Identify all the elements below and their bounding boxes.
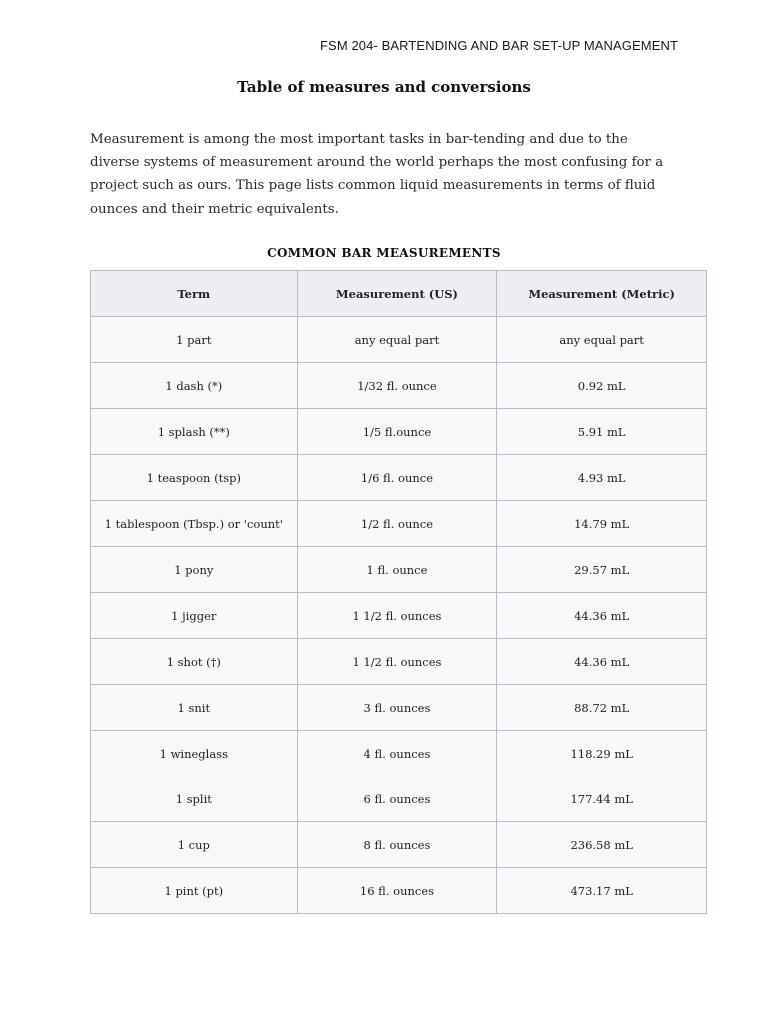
- table-row: [91, 501, 707, 547]
- table-row: [91, 822, 707, 868]
- cell-metric: 29.57 mL: [497, 547, 707, 593]
- cell-us: any equal part: [297, 317, 497, 363]
- cell-metric: 44.36 mL: [497, 593, 707, 639]
- table-row: [91, 776, 707, 822]
- cell-term: 1 splash (**): [91, 409, 298, 455]
- cell-metric: any equal part: [497, 317, 707, 363]
- cell-term: 1 pony: [91, 547, 298, 593]
- cell-term: 1 split: [91, 776, 298, 822]
- cell-term: 1 tablespoon (Tbsp.) or 'count': [91, 501, 298, 547]
- cell-metric: 14.79 mL: [497, 501, 707, 547]
- cell-term: 1 wineglass: [91, 731, 298, 777]
- cell-metric: 118.29 mL: [497, 731, 707, 777]
- cell-term: 1 cup: [91, 822, 298, 868]
- table-row: [91, 868, 707, 914]
- table-header-row: [91, 271, 707, 317]
- cell-metric: 44.36 mL: [497, 639, 707, 685]
- cell-term: 1 jigger: [91, 593, 298, 639]
- cell-metric: 0.92 mL: [497, 363, 707, 409]
- cell-us: 1/2 fl. ounce: [297, 501, 497, 547]
- cell-term: 1 teaspoon (tsp): [91, 455, 298, 501]
- cell-us: 1/6 fl. ounce: [297, 455, 497, 501]
- table-caption: COMMON BAR MEASUREMENTS: [267, 246, 501, 260]
- cell-us: 1/32 fl. ounce: [297, 363, 497, 409]
- cell-term: 1 part: [91, 317, 298, 363]
- table-row: [91, 317, 707, 363]
- table-row: [91, 593, 707, 639]
- cell-us: 8 fl. ounces: [297, 822, 497, 868]
- cell-us: 1 fl. ounce: [297, 547, 497, 593]
- cell-us: 16 fl. ounces: [297, 868, 497, 914]
- table-row: [91, 639, 707, 685]
- intro-paragraph: Measurement is among the most important tasks in bar-tending and due to the diverse systems of measurement around the world perhaps the most confusing for a project such as ours. This page lists common liquid measurements in terms of fluid ounces and their metric equivalents.: [90, 132, 664, 217]
- table-row: [91, 685, 707, 731]
- table-row: [91, 731, 707, 777]
- cell-term: 1 snit: [91, 685, 298, 731]
- measurements-table: [90, 270, 707, 914]
- table-row: [91, 547, 707, 593]
- table-row: [91, 363, 707, 409]
- column-header-us: Measurement (US): [297, 271, 497, 317]
- cell-term: 1 pint (pt): [91, 868, 298, 914]
- cell-us: 1/5 fl.ounce: [297, 409, 497, 455]
- course-header: FSM 204- BARTENDING AND BAR SET-UP MANAGEMENT: [320, 38, 678, 53]
- cell-metric: 473.17 mL: [497, 868, 707, 914]
- cell-metric: 177.44 mL: [497, 776, 707, 822]
- cell-us: 6 fl. ounces: [297, 776, 497, 822]
- cell-metric: 5.91 mL: [497, 409, 707, 455]
- cell-us: 3 fl. ounces: [297, 685, 497, 731]
- column-header-term: Term: [91, 271, 298, 317]
- cell-term: 1 dash (*): [91, 363, 298, 409]
- cell-term: 1 shot (†): [91, 639, 298, 685]
- page-title: Table of measures and conversions: [237, 78, 531, 96]
- cell-metric: 236.58 mL: [497, 822, 707, 868]
- table-row: [91, 409, 707, 455]
- cell-us: 4 fl. ounces: [297, 731, 497, 777]
- cell-metric: 88.72 mL: [497, 685, 707, 731]
- column-header-metric: Measurement (Metric): [497, 271, 707, 317]
- table-row: [91, 455, 707, 501]
- cell-us: 1 1/2 fl. ounces: [297, 593, 497, 639]
- cell-metric: 4.93 mL: [497, 455, 707, 501]
- cell-us: 1 1/2 fl. ounces: [297, 639, 497, 685]
